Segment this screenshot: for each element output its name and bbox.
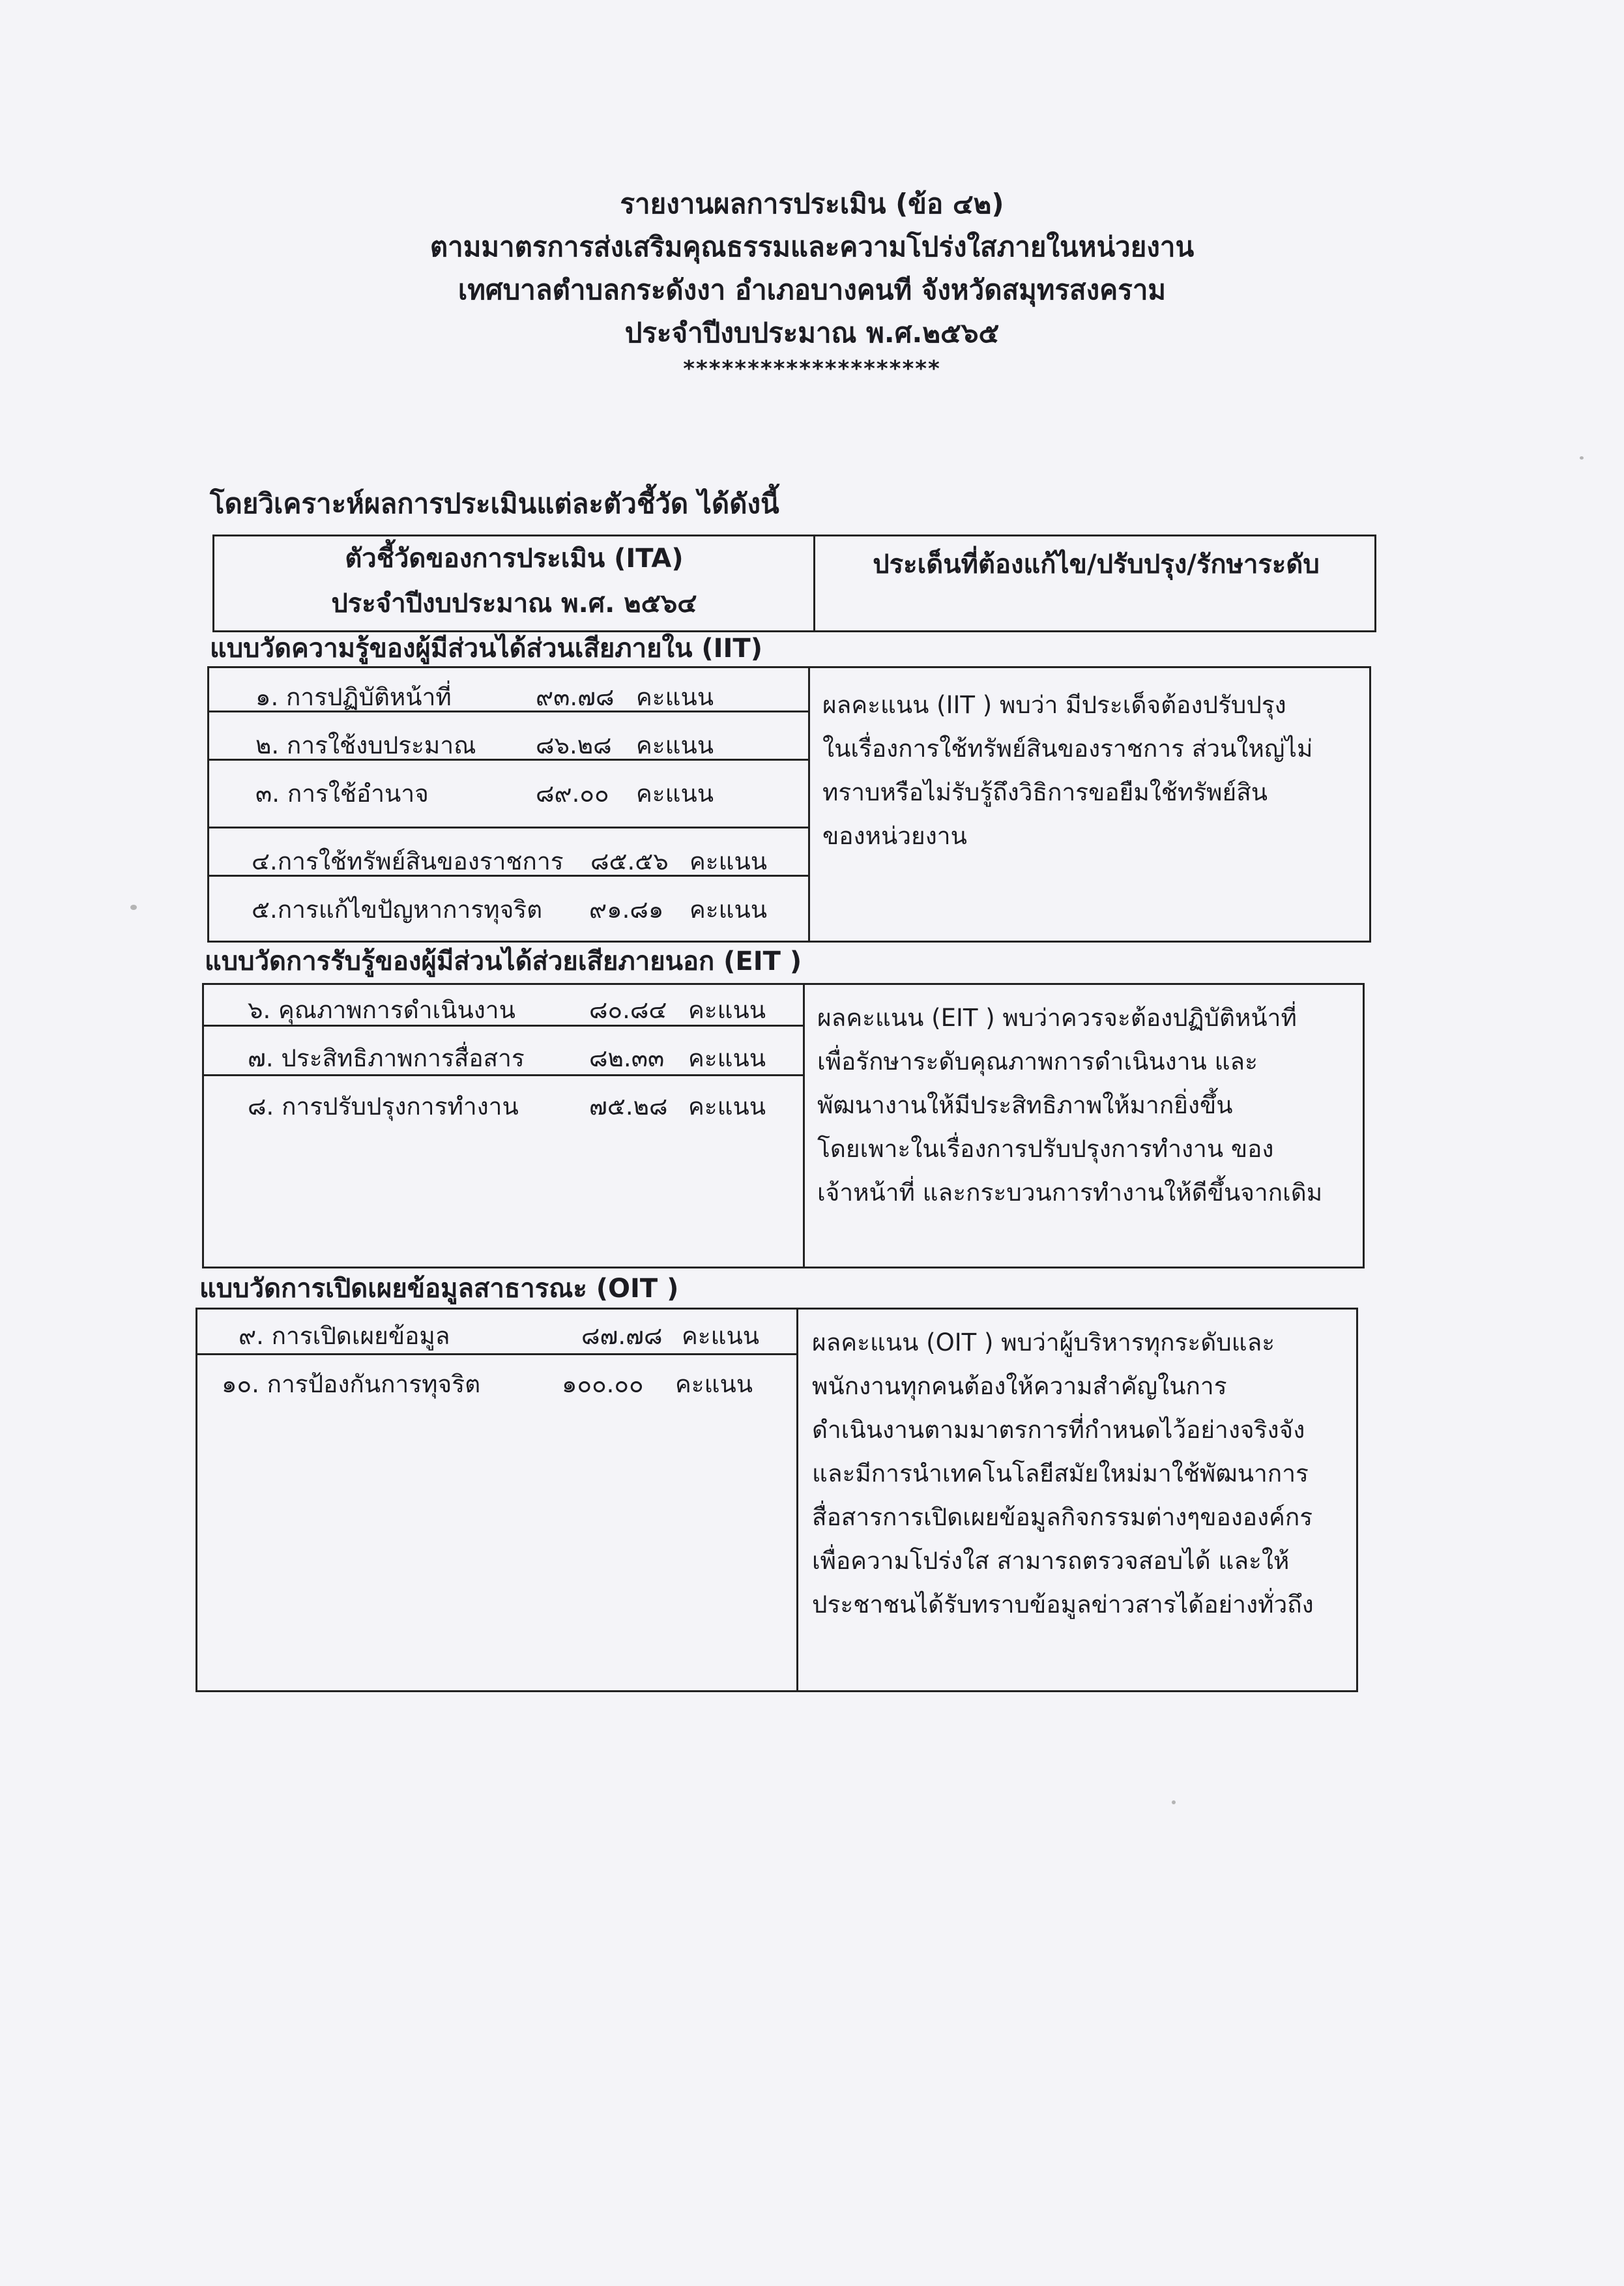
iit-item-4-label: ๔.การใช้ทรัพย์สินของราชการ	[252, 847, 564, 875]
eit-item-6-score: ๘๐.๘๔	[589, 996, 667, 1024]
iit-item-4-unit: คะแนน	[689, 847, 768, 875]
oit-comment-line-7: ประชาชนได้รับทราบข้อมูลข่าวสารได้อย่างทั่วถึง	[812, 1590, 1314, 1619]
report-title-line-2: ตามมาตรการส่งเสริมคุณธรรมและความโปร่งใสภายในหน่วยงาน	[429, 231, 1195, 263]
iit-comment-line-2: ในเรื่องการใช้ทรัพย์สินของราชการ ส่วนใหญ่ไม่	[822, 735, 1313, 763]
iit-item-2-label: ๒. การใช้งบประมาณ	[255, 731, 476, 759]
iit-item-3-label: ๓. การใช้อำนาจ	[255, 780, 429, 808]
eit-item-7-unit: คะแนน	[688, 1044, 766, 1072]
oit-comment-line-6: เพื่อความโปร่งใส สามารถตรวจสอบได้ และให้	[812, 1547, 1290, 1575]
iit-item-5-score: ๙๑.๘๑	[589, 896, 664, 924]
eit-comment-line-5: เจ้าหน้าที่ และกระบวนการทำงานให้ดีขึ้นจากเดิม	[817, 1179, 1323, 1207]
oit-item-10-score: ๑๐๐.๐๐	[562, 1370, 644, 1398]
oit-item-9-score: ๘๗.๗๘	[581, 1322, 663, 1350]
title-separator-stars: ********************	[683, 356, 941, 382]
eit-comment-line-3: พัฒนางานให้มีประสิทธิภาพให้มากยิ่งขึ้น	[817, 1091, 1233, 1119]
iit-item-2-unit: คะแนน	[636, 731, 714, 759]
oit-comment-line-4: และมีการนำเทคโนโลยีสมัยใหม่มาใช้พัฒนาการ	[812, 1459, 1309, 1487]
report-title-block	[0, 183, 1624, 383]
scan-speck	[1580, 456, 1584, 460]
table-header-col1-line2: ประจำปีงบประมาณ พ.ศ. ๒๕๖๔	[331, 589, 697, 619]
scan-speck	[130, 905, 137, 910]
iit-row-divider-3	[207, 827, 809, 828]
eit-comment-line-4: โดยเพาะในเรื่องการปรับปรุงการทำงาน ของ	[817, 1135, 1274, 1163]
iit-comment	[822, 683, 1312, 858]
eit-item-7-label: ๗. ประสิทธิภาพการสื่อสาร	[248, 1044, 525, 1072]
oit-table-divider	[796, 1308, 798, 1692]
scan-speck	[1172, 1800, 1176, 1804]
iit-item-4-score: ๘๕.๕๖	[590, 847, 669, 875]
eit-item-7-score: ๘๒.๓๓	[589, 1044, 665, 1072]
iit-item-1-unit: คะแนน	[636, 683, 714, 711]
oit-comment	[812, 1321, 1314, 1626]
oit-section-title: แบบวัดการเปิดเผยข้อมูลสาธารณะ (OIT )	[199, 1274, 679, 1304]
eit-comment	[817, 996, 1322, 1214]
oit-item-9-label: ๙. การเปิดเผยข้อมูล	[239, 1322, 450, 1350]
eit-item-6-unit: คะแนน	[688, 996, 766, 1024]
eit-item-6-label: ๖. คุณภาพการดำเนินงาน	[248, 996, 515, 1024]
oit-item-9-unit: คะแนน	[682, 1322, 760, 1350]
eit-item-8-label: ๘. การปรับปรุงการทำงาน	[248, 1092, 519, 1121]
report-title-line-4: ประจำปีงบประมาณ พ.ศ.๒๕๖๕	[624, 317, 1000, 349]
eit-item-8-unit: คะแนน	[688, 1092, 766, 1121]
iit-section-title: แบบวัดความรู้ของผู้มีส่วนได้ส่วนเสียภายใน (IIT)	[210, 634, 762, 664]
iit-table-divider	[808, 666, 810, 943]
iit-comment-line-1: ผลคะแนน (IIT ) พบว่า มีประเด็จต้องปรับปรุง	[822, 691, 1286, 719]
oit-comment-line-5: สื่อสารการเปิดเผยข้อมูลกิจกรรมต่างๆขององค์กร	[812, 1503, 1313, 1531]
iit-comment-line-3: ทราบหรือไม่รับรู้ถึงวิธิการขอยืมใช้ทรัพย์สิน	[822, 778, 1268, 806]
oit-item-10-unit: คะแนน	[675, 1370, 753, 1398]
iit-item-5-unit: คะแนน	[689, 896, 768, 924]
iit-item-3-unit: คะแนน	[636, 780, 714, 808]
eit-item-8-score: ๗๕.๒๘	[589, 1092, 668, 1121]
table-header-col1-line1: ตัวชี้วัดของการประเมิน (ITA)	[345, 544, 684, 574]
iit-item-2-score: ๘๖.๒๘	[536, 731, 612, 759]
iit-comment-line-4: ของหน่วยงาน	[822, 822, 967, 850]
eit-comment-line-2: เพื่อรักษาระดับคุณภาพการดำเนินงาน และ	[817, 1048, 1258, 1076]
intro-text: โดยวิเคราะห์ผลการประเมินแต่ละตัวชี้วัด ได้ดังนี้	[210, 488, 779, 520]
report-title-line-1: รายงานผลการประเมิน (ข้อ ๔๒)	[620, 188, 1004, 220]
iit-item-5-label: ๕.การแก้ไขปัญหาการทุจริต	[252, 896, 543, 924]
iit-item-3-score: ๘๙.๐๐	[536, 780, 609, 808]
report-title-line-3: เทศบาลตำบลกระดังงา อำเภอบางคนที จังหวัดสมุทรสงคราม	[457, 274, 1167, 306]
iit-item-1-label: ๑. การปฏิบัติหน้าที่	[255, 683, 452, 711]
iit-item-1-score: ๙๓.๗๘	[536, 683, 615, 711]
table-header-divider	[813, 535, 815, 632]
eit-comment-line-1: ผลคะแนน (EIT ) พบว่าควรจะต้องปฏิบัติหน้าที่	[817, 1004, 1297, 1032]
oit-comment-line-1: ผลคะแนน (OIT ) พบว่าผู้บริหารทุกระดับและ	[812, 1328, 1275, 1356]
oit-item-10-label: ๑๐. การป้องกันการทุจริต	[222, 1370, 481, 1398]
oit-comment-line-2: พนักงานทุกคนต้องให้ความสำคัญในการ	[812, 1372, 1227, 1400]
oit-comment-line-3: ดำเนินงานตามมาตรการที่กำหนดไว้อย่างจริงจัง	[812, 1416, 1305, 1444]
eit-section-title: แบบวัดการรับรู้ของผู้มีส่วนได้ส่วยเสียภายนอก (EIT )	[205, 946, 802, 976]
table-header-col2: ประเด็นที่ต้องแก้ไข/ปรับปรุง/รักษาระดับ	[873, 550, 1320, 579]
